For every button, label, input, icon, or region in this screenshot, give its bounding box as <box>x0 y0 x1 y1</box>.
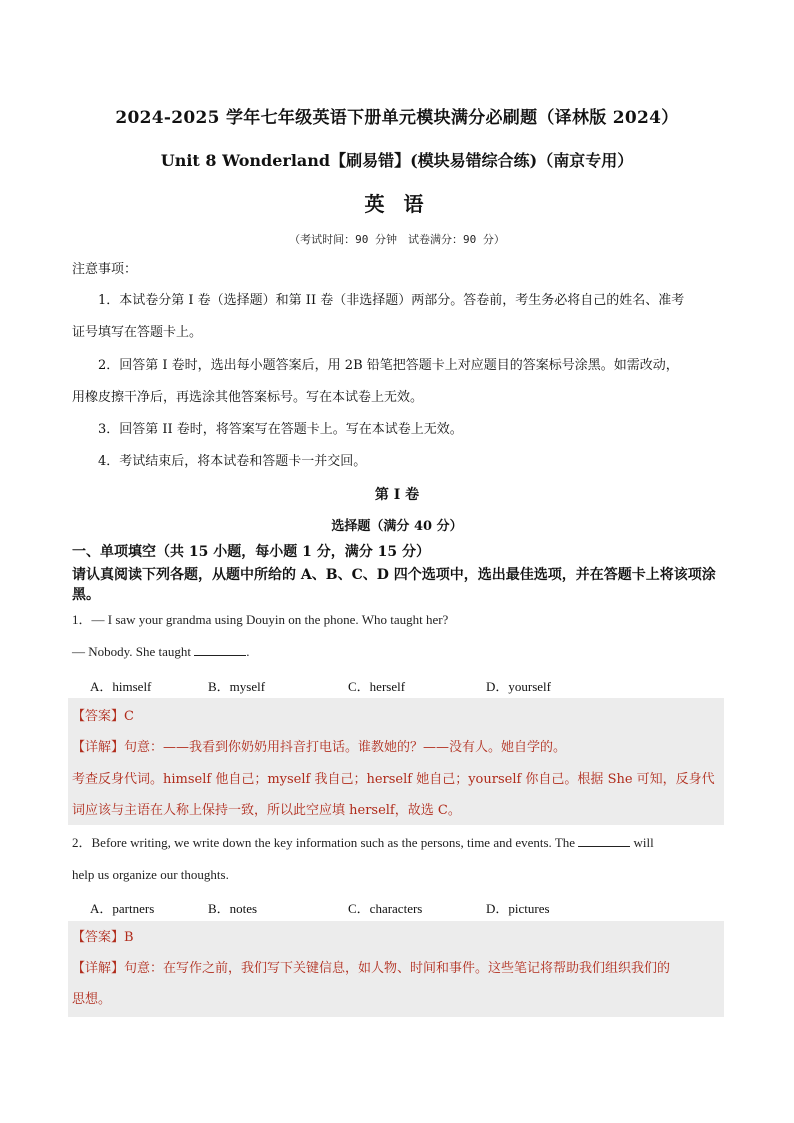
question-2-answer-box <box>68 921 724 1017</box>
option-d: D．yourself <box>486 679 551 694</box>
question-1-answer: 【答案】C <box>72 709 134 724</box>
answer-blank <box>194 643 246 656</box>
option-b: B．myself <box>208 679 266 694</box>
question-1-detail: 【详解】句意：——我看到你奶奶用抖音打电话。谁教她的？——没有人。她自学的。 <box>72 740 567 755</box>
question-1-reply <box>72 643 250 661</box>
question-2-text-start: 2．Before writing, we write down the key information such as the persons, time and events. The <box>72 835 579 850</box>
question-1-reply-text: — Nobody. She taught <box>72 644 195 659</box>
question-2-text <box>72 834 654 852</box>
question-2-answer: 【答案】B <box>72 930 134 945</box>
part-instruction: 请认真阅读下列各题，从题中所给的 A、B、C、D 四个选项中，选出最佳选项，并在答题卡上将该项涂黑。 <box>72 567 716 603</box>
notice-item-1-cont: 证号填写在答题卡上。 <box>72 325 203 340</box>
notice-label: 注意事项： <box>72 262 138 277</box>
question-1-answer-box <box>68 698 724 825</box>
answer-blank <box>578 834 630 847</box>
question-2-text-cont: help us organize our thoughts. <box>72 867 229 882</box>
notice-item-2: 2．回答第 I 卷时，选出每小题答案后，用 2B 铅笔把答题卡上对应题目的答案标号涂黑。如需改动， <box>98 358 679 373</box>
document-subtitle: Unit 8 Wonderland【刷易错】(模块易错综合练)（南京专用） <box>160 151 634 170</box>
option-a: A．himself <box>90 679 152 694</box>
question-1-detail-cont: 考查反身代词。himself 他自己；myself 我自己；herself 她自己；yourself 你自己。根据 She 可知，反身代 <box>72 772 715 787</box>
volume-heading: 第 I 卷 <box>374 487 420 503</box>
notice-item-4: 4．考试结束后，将本试卷和答题卡一并交回。 <box>98 454 367 469</box>
question-2-detail: 【详解】句意：在写作之前，我们写下关键信息，如人物、时间和事件。这些笔记将帮助我们组织我们的 <box>72 961 671 976</box>
exam-info: （考试时间：90 分钟 试卷满分：90 分） <box>289 233 505 246</box>
question-2-detail-cont: 思想。 <box>72 992 112 1007</box>
option-c: C．characters <box>348 901 423 916</box>
question-1-reply-end: . <box>246 644 250 659</box>
question-1-text: 1．— I saw your grandma using Douyin on the phone. Who taught her? <box>72 612 449 627</box>
option-d: D．pictures <box>486 901 550 916</box>
notice-item-3: 3．回答第 II 卷时，将答案写在答题卡上。写在本试卷上无效。 <box>98 422 463 437</box>
option-c: C．herself <box>348 679 406 694</box>
notice-item-2-cont: 用橡皮擦干净后，再选涂其他答案标号。写在本试卷上无效。 <box>72 390 424 405</box>
option-a: A．partners <box>90 901 155 916</box>
part-title: 一、单项填空（共 15 小题，每小题 1 分，满分 15 分） <box>72 544 430 560</box>
notice-item-1: 1．本试卷分第 I 卷（选择题）和第 II 卷（非选择题）两部分。答卷前，考生务必将自己的姓名、准考 <box>98 293 685 308</box>
section-heading: 选择题（满分 40 分） <box>331 519 463 534</box>
question-2-text-end: will <box>630 835 654 850</box>
document-title: 2024-2025 学年七年级英语下册单元模块满分必刷题（译林版 2024） <box>115 108 679 128</box>
question-1-detail-end: 词应该与主语在人称上保持一致，所以此空应填 herself，故选 C。 <box>72 803 461 818</box>
subject-heading: 英 语 <box>364 192 430 216</box>
option-b: B．notes <box>208 901 258 916</box>
